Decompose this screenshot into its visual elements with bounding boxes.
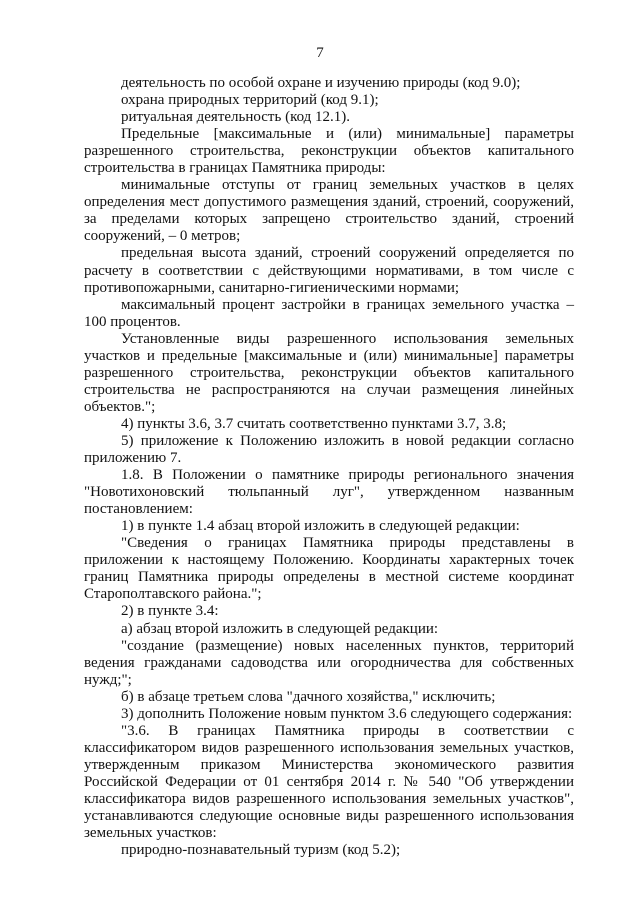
paragraph: минимальные отступы от границ земельных участков в целях определения мест допустимого размещения зданий, строений, сооружений, за пределами которых запрещено строительство зданий, строений сооружений, – 0 метров;: [84, 177, 574, 245]
paragraph: "создание (размещение) новых населенных пунктов, территорий ведения гражданами садоводства или огородничества для собственных нужд;";: [84, 637, 574, 688]
paragraph: ритуальная деятельность (код 12.1).: [121, 109, 351, 126]
paragraph: природно-познавательный туризм (код 5.2);: [121, 842, 401, 859]
paragraph: 4) пункты 3.6, 3.7 считать соответственно пунктами 3.7, 3.8;: [121, 415, 507, 432]
paragraph: б) в абзаце третьем слова "дачного хозяйства," исключить;: [121, 688, 496, 705]
paragraph: Предельные [максимальные и (или) минимальные] параметры разрешенного строительства, реконструкции объектов капитального строительства в границах Памятника природы:: [84, 126, 574, 177]
paragraph: а) абзац второй изложить в следующей редакции:: [121, 620, 439, 637]
paragraph: 5) приложение к Положению изложить в новой редакции согласно приложению 7.: [84, 432, 574, 467]
paragraph: охрана природных территорий (код 9.1);: [121, 92, 379, 109]
paragraph: "Сведения о границах Памятника природы представлены в приложении к настоящему Положению. Координаты характерных точек границ Памятника природы определены в местной системе координат Старополтавского района.";: [84, 535, 574, 603]
paragraph: Установленные виды разрешенного использования земельных участков и предельные [максимальные и (или) минимальные] параметры разрешенного строительства, реконструкции объектов капитального строительства не распространяются на случаи размещения линейных объектов.";: [84, 330, 574, 415]
paragraph: 2) в пункте 3.4:: [121, 603, 219, 620]
paragraph: деятельность по особой охране и изучению природы (код 9.0);: [121, 75, 521, 91]
paragraph: предельная высота зданий, строений сооружений определяется по расчету в соответствии с действующими нормативами, в том числе с противопожарными, санитарно-гигиеническими нормами;: [84, 245, 574, 296]
paragraph: максимальный процент застройки в границах земельного участка – 100 процентов.: [84, 296, 574, 330]
paragraph: 1) в пункте 1.4 абзац второй изложить в следующей редакции:: [121, 518, 520, 535]
page-number: 7: [316, 45, 324, 61]
paragraph: 1.8. В Положении о памятнике природы регионального значения "Новотихоновский тюльпанный луг", утвержденном названным постановлением:: [84, 467, 574, 518]
paragraph: "3.6. В границах Памятника природы в соответствии с классификатором видов разрешенного использования земельных участков, утвержденным приказом Министерства экономического развития Российской Федерации от 01 сентября 2014 г. № 540 "Об утверждении классификатора видов разрешенного использования земельных участков", устанавливаются следующие основные виды разрешенного использования земельных участков:: [84, 722, 574, 842]
document-body: [84, 75, 574, 859]
paragraph: 3) дополнить Положение новым пунктом 3.6 следующего содержания:: [121, 705, 573, 722]
